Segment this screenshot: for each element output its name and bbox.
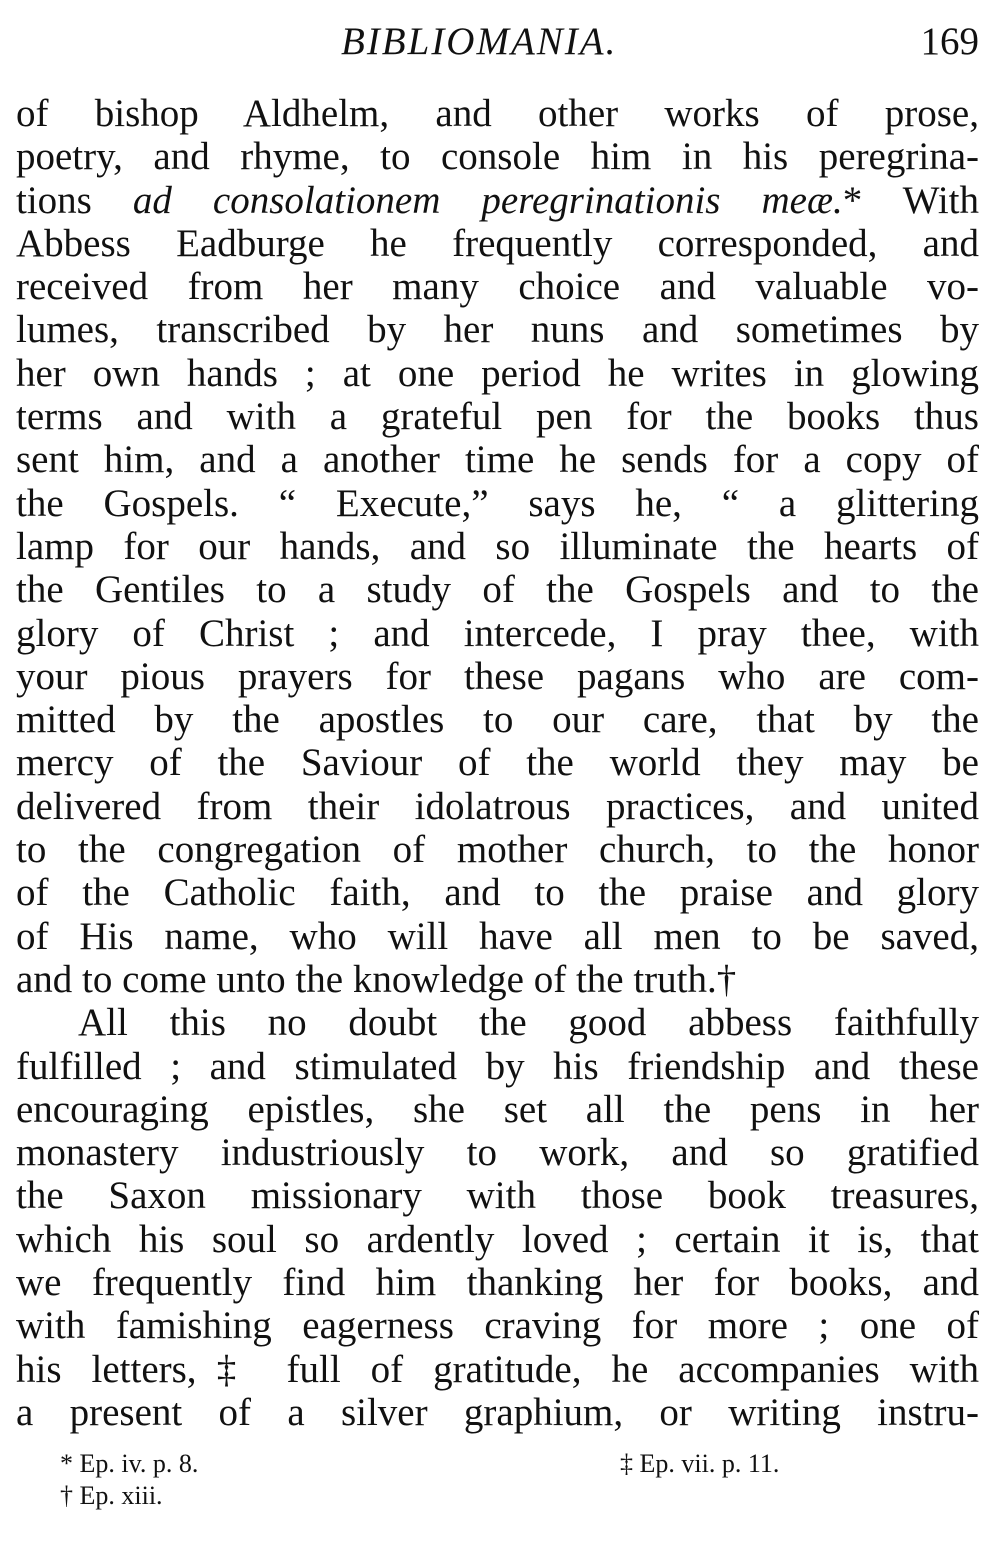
text-line: delivered from their idolatrous practices, and united [16,784,979,828]
text-line [16,179,979,222]
footnotes-right-column [620,1448,779,1480]
body-text [16,92,979,1434]
text-line: fulfilled ; and stimulated by his friendship and these [16,1044,979,1088]
footnote: * Ep. iv. p. 8. [60,1449,199,1478]
running-head [16,12,979,72]
text-line: mercy of the Saviour of the world they may be [16,741,979,785]
text-line: to the congregation of mother church, to the honor [16,828,979,872]
text-line: lumes, transcribed by her nuns and sometimes by [16,308,979,352]
text-line: his letters,‡ full of gratitude, he accompanies with [16,1347,979,1391]
text-line: poetry, and rhyme, to console him in his peregrina- [16,135,979,179]
text-line: of bishop Aldhelm, and other works of prose, [16,92,979,135]
page-number: 169 [920,20,979,63]
text-segment: * With [842,178,979,222]
text-line: the Gospels. “ Execute,” says he, “ a glittering [16,481,979,525]
text-line: glory of Christ ; and intercede, I pray thee, with [16,611,979,655]
footnote: ‡ Ep. vii. p. 11. [620,1449,780,1478]
text-line: and to come unto the knowledge of the truth.† [16,957,737,1001]
text-line: a present of a silver graphium, or writing instru- [16,1390,979,1434]
text-line: we frequently find him thanking her for books, and [16,1261,979,1305]
text-line: encouraging epistles, she set all the pens in her [16,1087,979,1131]
text-line: your pious prayers for these pagans who are com- [16,654,979,698]
text-line: her own hands ; at one period he writes in glowing [16,351,979,395]
text-line: Abbess Eadburge he frequently corresponded, and [16,221,979,265]
text-line: received from her many choice and valuable vo- [16,265,979,309]
text-line: terms and with a grateful pen for the books thus [16,395,979,439]
footnote: † Ep. xiii. [60,1481,163,1510]
running-title: BIBLIOMANIA. [341,20,618,63]
text-line: of His name, who will have all men to be saved, [16,914,979,958]
text-line: All this no doubt the good abbess faithfully [78,1001,979,1045]
latin-phrase: ad consolationem peregrinationis meæ. [132,178,843,222]
text-line: sent him, and a another time he sends for a copy of [16,438,979,482]
text-line: with famishing eagerness craving for more ; one of [16,1304,979,1348]
book-page [16,12,979,1434]
text-line: lamp for our hands, and so illuminate the hearts of [16,524,979,568]
text-line: the Saxon missionary with those book treasures, [16,1174,979,1218]
text-line: the Gentiles to a study of the Gospels and to the [16,568,979,612]
text-line: of the Catholic faith, and to the praise and glory [16,871,979,915]
text-line: mitted by the apostles to our care, that by the [16,698,979,742]
text-line: which his soul so ardently loved ; certain it is, that [16,1217,979,1261]
text-line: monastery industriously to work, and so gratified [16,1131,979,1175]
text-segment: tions [16,178,133,222]
footnotes-left-column [60,1448,198,1512]
